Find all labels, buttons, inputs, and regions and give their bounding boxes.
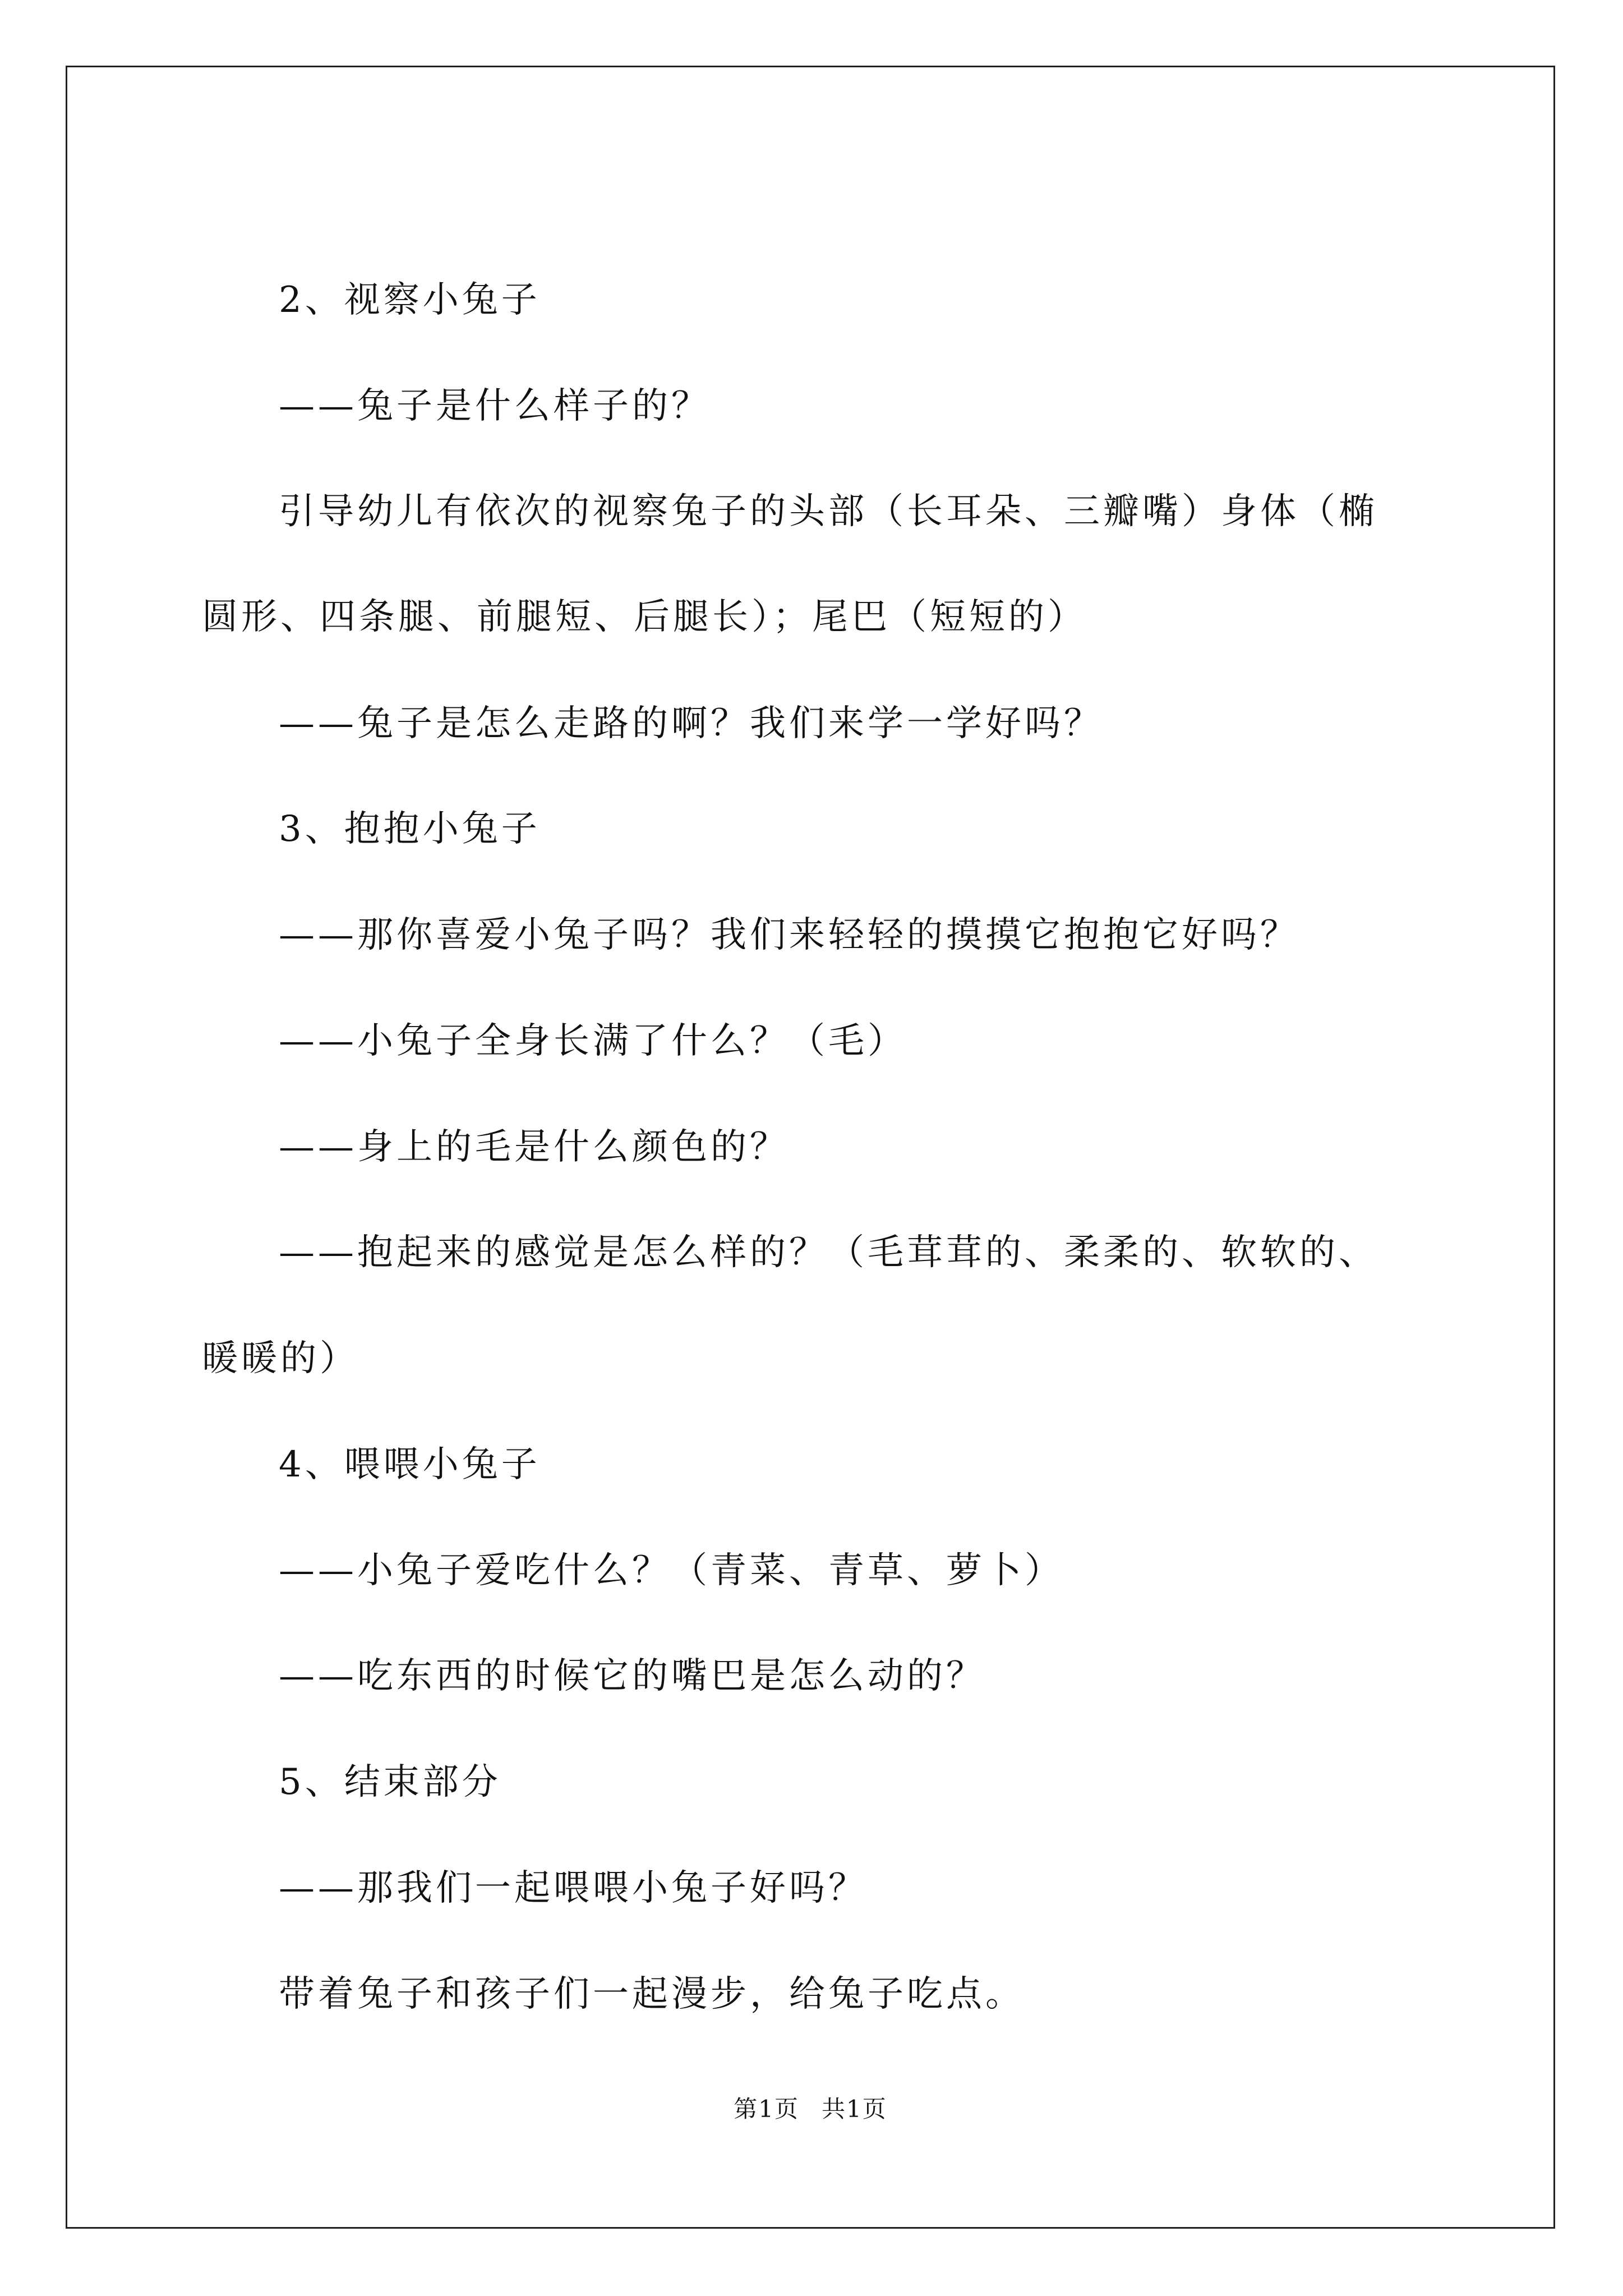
paragraph: 带着兔子和孩子们一起漫步，给兔子吃点。 [279,1973,1025,2015]
section-heading: 5、结束部分 [279,1761,501,1803]
section-heading: 2、视察小兔子 [279,279,541,321]
page-total: 共1页 [822,2095,887,2123]
paragraph: ——小兔子全身长满了什么？（毛） [279,1020,907,1062]
paragraph-continuation: 暖暖的） [202,1338,359,1379]
paragraph: ——身上的毛是什么颜色的？ [279,1126,789,1168]
document-body [67,67,1553,2227]
section-heading: 3、抱抱小兔子 [279,808,541,850]
paragraph: ——那你喜爱小兔子吗？我们来轻轻的摸摸它抱抱它好吗？ [279,914,1299,956]
paragraph: 引导幼儿有依次的视察兔子的头部（长耳朵、三瓣嘴）身体（椭 [279,491,1378,532]
paragraph: ——抱起来的感觉是怎么样的？（毛茸茸的、柔柔的、软软的、 [279,1232,1378,1273]
page-number: 第1页 [734,2095,799,2123]
page-frame [66,66,1555,2229]
paragraph: ——兔子是怎么走路的啊？我们来学一学好吗？ [279,703,1103,744]
paragraph-continuation: 圆形、四条腿、前腿短、后腿长）；尾巴（短短的） [202,596,1087,638]
section-heading: 4、喂喂小兔子 [279,1444,541,1485]
paragraph: ——兔子是什么样子的？ [279,385,711,427]
page-footer [67,2095,1553,2123]
paragraph: ——小兔子爱吃什么？（青菜、青草、萝卜） [279,1550,1064,1591]
paragraph: ——那我们一起喂喂小兔子好吗？ [279,1867,868,1909]
paragraph: ——吃东西的时候它的嘴巴是怎么动的？ [279,1655,985,1697]
